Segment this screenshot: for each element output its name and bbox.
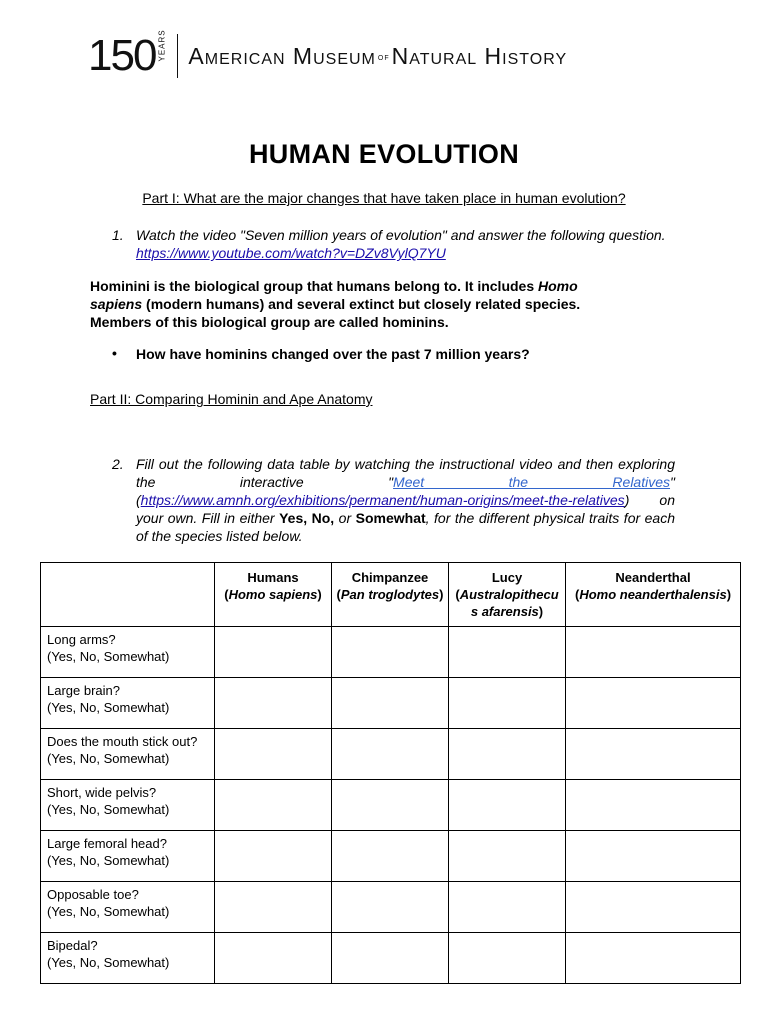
header-humans: Humans (Homo sapiens)	[215, 563, 332, 627]
page-title: HUMAN EVOLUTION	[249, 139, 519, 169]
trait-cell: Opposable toe? (Yes, No, Somewhat)	[41, 882, 215, 933]
question-2: 2. Fill out the following data table by watching the instructional video and then exploring the interactive "Meet the Relatives" (https://www.amnh.org/exhibitions/permanent/human-origins/meet-the-relatives) on your own. Fill in either Yes, No, or Somewhat, for the different physical traits for each of the species listed below.	[112, 456, 676, 544]
answer-cell[interactable]	[449, 729, 566, 780]
header-lucy: Lucy (Australopithecus afarensis)	[449, 563, 566, 627]
answer-cell[interactable]	[332, 627, 449, 678]
header-empty	[41, 563, 215, 627]
table-row	[41, 729, 741, 780]
answer-cell[interactable]	[215, 780, 332, 831]
answer-cell[interactable]	[449, 933, 566, 984]
bullet-icon: •	[112, 345, 117, 361]
anniversary-number: 150	[88, 31, 156, 80]
question-2-number: 2.	[112, 456, 124, 472]
table-row	[41, 882, 741, 933]
table-row	[41, 627, 741, 678]
answer-cell[interactable]	[332, 933, 449, 984]
youtube-video-link[interactable]: https://www.youtube.com/watch?v=DZv8VylQ7YU	[136, 245, 446, 261]
anniversary-years-label: YEARS	[157, 28, 167, 61]
museum-name: American Museum ofNatural History	[188, 42, 568, 69]
part2-heading: Part II: Comparing Hominin and Ape Anatomy	[90, 391, 373, 407]
answer-cell[interactable]	[215, 831, 332, 882]
table-row	[41, 780, 741, 831]
answer-cell[interactable]	[566, 882, 741, 933]
question-1	[112, 226, 672, 262]
meet-the-relatives-link[interactable]: Meet the Relatives	[393, 474, 671, 490]
answer-cell[interactable]	[566, 678, 741, 729]
trait-cell: Large femoral head? (Yes, No, Somewhat)	[41, 831, 215, 882]
part1-heading: Part I: What are the major changes that have taken place in human evolution?	[142, 190, 626, 206]
answer-cell[interactable]	[449, 678, 566, 729]
header-neanderthal: Neanderthal (Homo neanderthalensis)	[566, 563, 741, 627]
answer-cell[interactable]	[566, 780, 741, 831]
trait-cell: Short, wide pelvis? (Yes, No, Somewhat)	[41, 780, 215, 831]
answer-cell[interactable]	[449, 627, 566, 678]
hominini-paragraph: Hominini is the biological group that humans belong to. It includes Homo sapiens (modern humans) and several extinct but closely related species. Members of this biological group are called hominins.	[90, 278, 581, 330]
answer-cell[interactable]	[215, 627, 332, 678]
trait-cell: Large brain? (Yes, No, Somewhat)	[41, 678, 215, 729]
amnh-relatives-url-link[interactable]: https://www.amnh.org/exhibitions/permanent/human-origins/meet-the-relatives	[140, 492, 625, 508]
table-row	[41, 678, 741, 729]
answer-cell[interactable]	[215, 678, 332, 729]
homo-sapiens-term: Homo sapiens	[90, 278, 578, 312]
bullet-question	[112, 346, 672, 362]
answer-cell[interactable]	[215, 882, 332, 933]
trait-cell: Long arms? (Yes, No, Somewhat)	[41, 627, 215, 678]
answer-cell[interactable]	[332, 831, 449, 882]
traits-table	[40, 562, 741, 984]
answer-cell[interactable]	[215, 729, 332, 780]
header-chimpanzee: Chimpanzee (Pan troglodytes)	[332, 563, 449, 627]
bullet-question-text: How have hominins changed over the past 7 million years?	[136, 346, 530, 362]
trait-cell: Does the mouth stick out? (Yes, No, Somewhat)	[41, 729, 215, 780]
logo-divider	[177, 34, 178, 78]
amnh-logo	[88, 28, 568, 80]
answer-cell[interactable]	[566, 627, 741, 678]
table-header-row	[41, 563, 741, 627]
question-1-text: Watch the video "Seven million years of evolution" and answer the following question.	[136, 227, 666, 243]
answer-cell[interactable]	[566, 831, 741, 882]
answer-cell[interactable]	[332, 780, 449, 831]
trait-cell: Bipedal? (Yes, No, Somewhat)	[41, 933, 215, 984]
answer-cell[interactable]	[566, 933, 741, 984]
table-row	[41, 933, 741, 984]
answer-cell[interactable]	[332, 882, 449, 933]
answer-cell[interactable]	[449, 882, 566, 933]
answer-cell[interactable]	[566, 729, 741, 780]
answer-cell[interactable]	[449, 780, 566, 831]
question-1-number: 1.	[112, 227, 124, 243]
answer-cell[interactable]	[332, 729, 449, 780]
answer-cell[interactable]	[449, 831, 566, 882]
table-row	[41, 831, 741, 882]
answer-cell[interactable]	[215, 933, 332, 984]
answer-cell[interactable]	[332, 678, 449, 729]
